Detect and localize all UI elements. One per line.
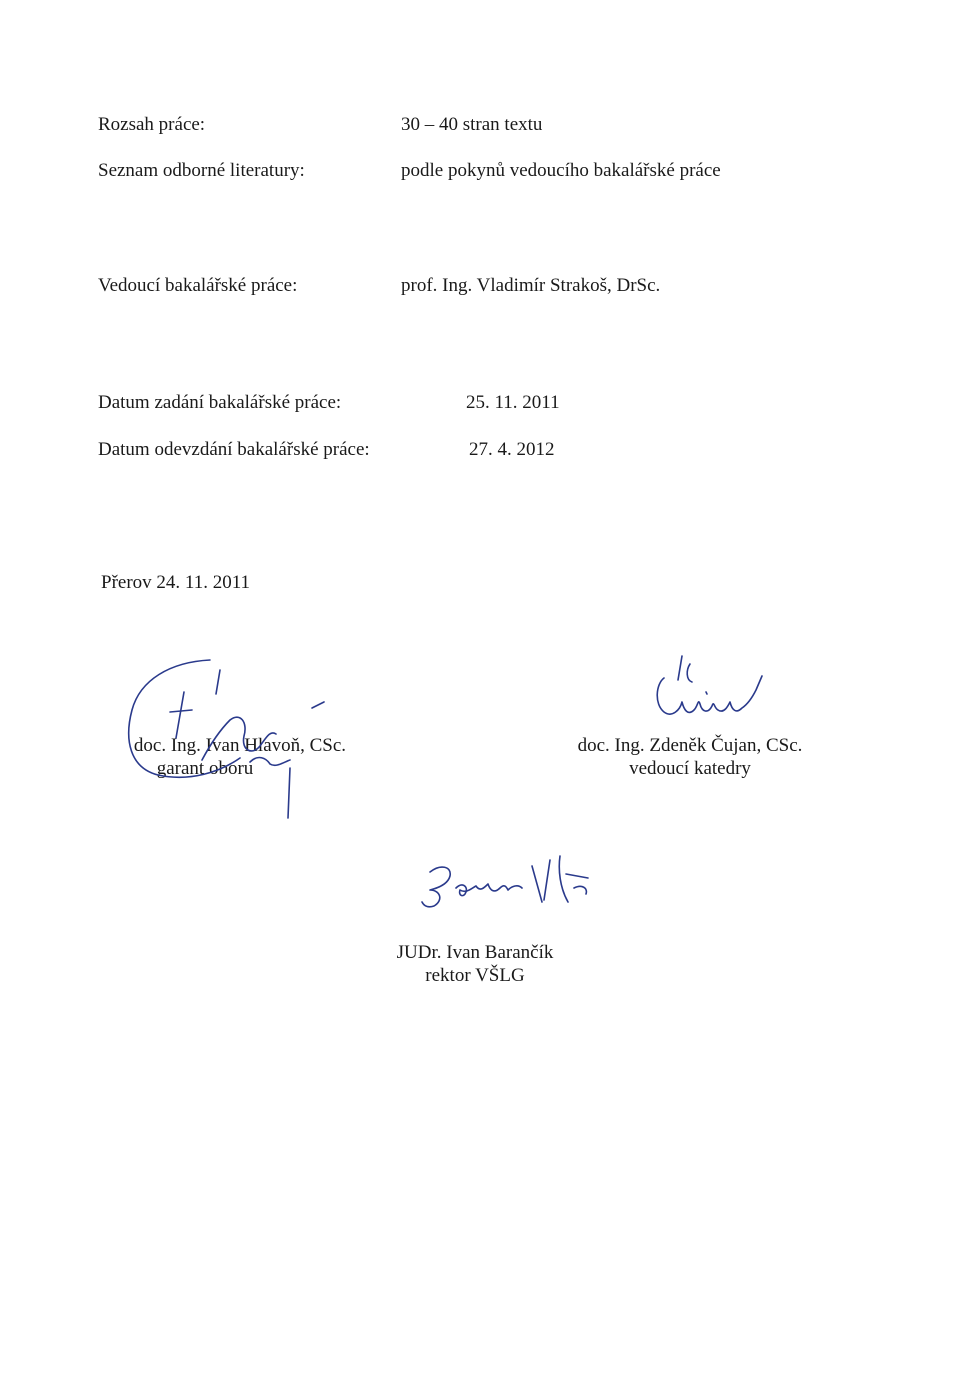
field-value-submission-date: 27. 4. 2012: [469, 439, 555, 460]
field-value-literature: podle pokynů vedoucího bakalářské práce: [401, 160, 721, 181]
field-value-assignment-date: 25. 11. 2011: [466, 392, 560, 413]
signatory-role-2: vedoucí katedry: [629, 758, 751, 779]
signatory-name-1: doc. Ing. Ivan Hlavoň, CSc.: [133, 735, 347, 756]
place-date: Přerov 24. 11. 2011: [101, 572, 250, 593]
signature-3: [410, 848, 610, 930]
signatory-name-3: JUDr. Ivan Barančík: [396, 942, 554, 963]
signature-1: [100, 650, 340, 830]
field-label-assignment-date: Datum zadání bakalářské práce:: [98, 392, 342, 413]
signatory-role-1: garant oboru: [156, 758, 254, 779]
field-label-literature: Seznam odborné literatury:: [98, 160, 305, 181]
field-label-supervisor: Vedoucí bakalářské práce:: [98, 275, 298, 296]
field-label-submission-date: Datum odevzdání bakalářské práce:: [98, 439, 370, 460]
signatory-role-3: rektor VŠLG: [425, 965, 525, 986]
field-value-scope: 30 – 40 stran textu: [401, 114, 543, 135]
signatory-name-2: doc. Ing. Zdeněk Čujan, CSc.: [577, 735, 803, 756]
field-value-supervisor: prof. Ing. Vladimír Strakoš, DrSc.: [401, 275, 661, 296]
field-label-scope: Rozsah práce:: [98, 114, 206, 135]
signature-2: [640, 648, 770, 728]
